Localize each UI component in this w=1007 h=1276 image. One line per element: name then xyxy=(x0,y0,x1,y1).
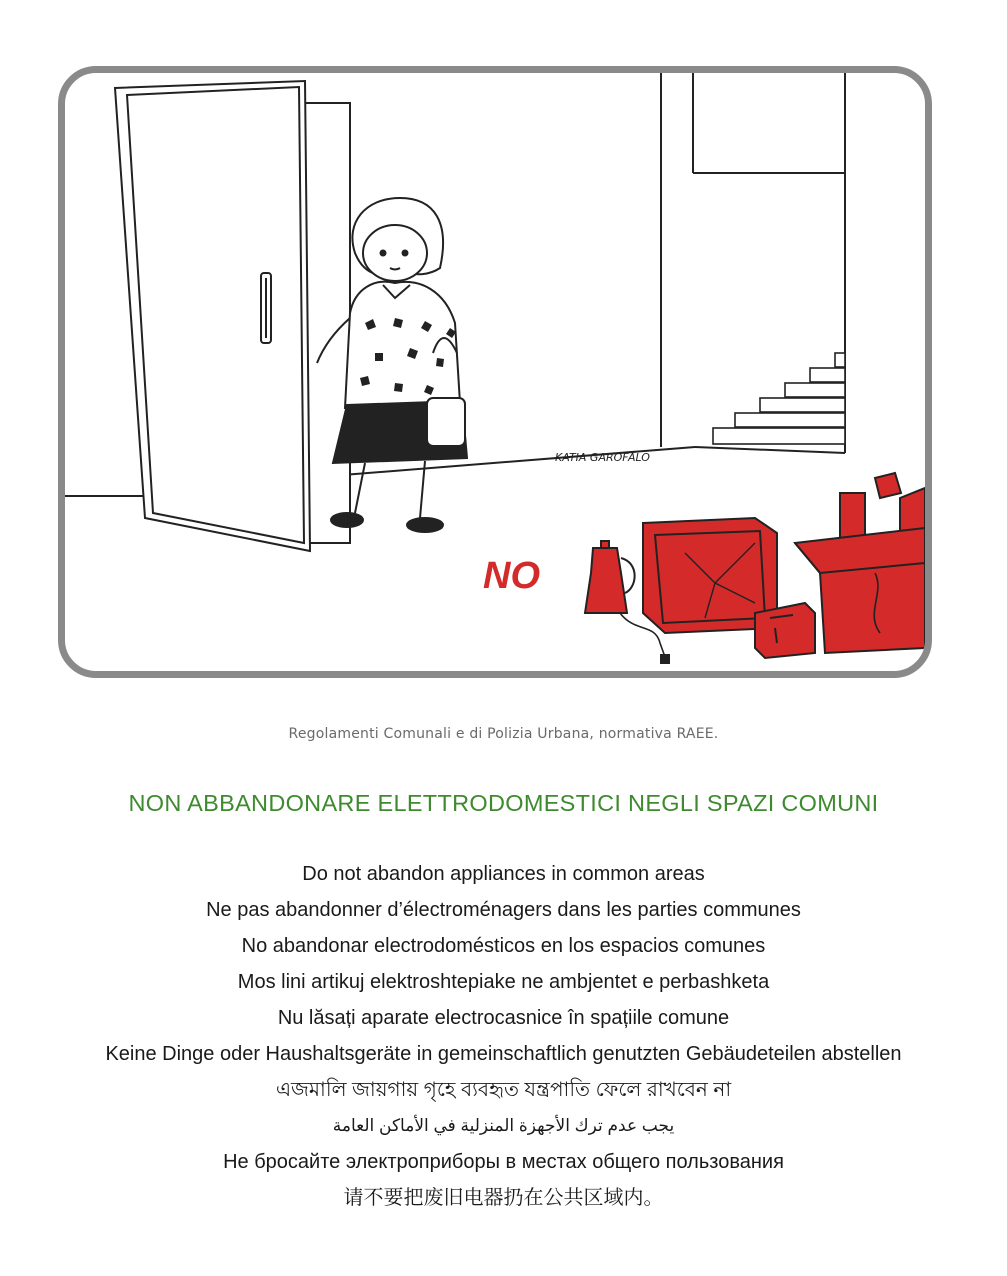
translation-ru: Не бросайте электроприборы в местах общего пользования xyxy=(223,1151,784,1173)
translation-de: Keine Dinge oder Haushaltsgeräte in gemeinschaftlich genutzten Gebäudeteilen abstellen xyxy=(105,1043,902,1065)
toaster-icon xyxy=(755,603,815,658)
translation-ro: Nu lăsați aparate electrocasnice în spațiile comune xyxy=(277,1007,730,1029)
no-label: NO xyxy=(483,555,540,597)
door-icon xyxy=(115,81,350,551)
translation-zh: 请不要把废旧电器扔在公共区域内。 xyxy=(343,1187,664,1209)
translations-list xyxy=(0,858,1007,1218)
regulation-caption: Regolamenti Comunali e di Polizia Urbana, normativa RAEE. xyxy=(288,726,719,742)
translation-es: No abandonar electrodomésticos en los espacios comunes xyxy=(241,935,766,957)
artist-signature: KATIA GAROFALO xyxy=(555,451,650,464)
translation-bn: এজমালি জায়গায় গৃহে ব্যবহৃত যন্ত্রপাতি ফেলে রাখবেন না xyxy=(275,1079,732,1101)
translation-sq: Mos lini artikuj elektroshtepiake ne ambjentet e perbashketa xyxy=(237,971,770,993)
illustration xyxy=(65,73,925,671)
illustration-frame xyxy=(58,66,932,678)
translation-ar: يجب عدم ترك الأجهزة المنزلية في الأماكن العامة xyxy=(332,1116,675,1135)
stairs-icon xyxy=(713,353,845,444)
translation-fr: Ne pas abandonner d’électroménagers dans les parties communes xyxy=(206,899,801,921)
translation-en: Do not abandon appliances in common areas xyxy=(302,863,705,885)
headline: NON ABBANDONARE ELETTRODOMESTICI NEGLI SPAZI COMUNI xyxy=(128,790,879,816)
